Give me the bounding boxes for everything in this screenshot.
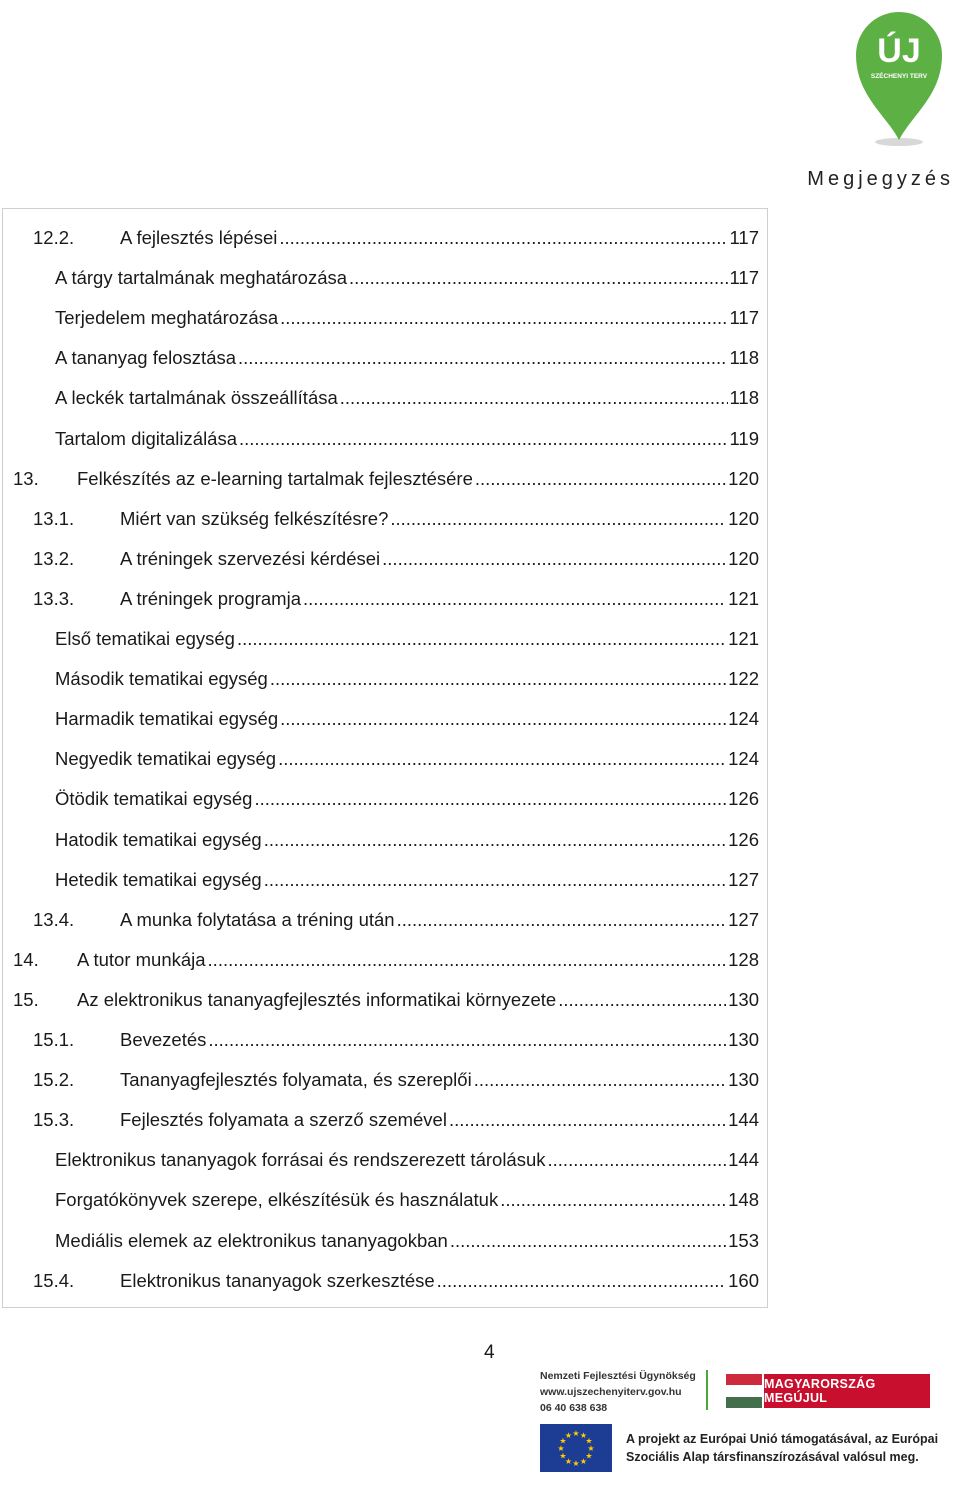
- toc-entry[interactable]: [55, 345, 759, 371]
- toc-entry-title: Hetedik tematikai egység: [55, 868, 262, 890]
- toc-entry-number: 14.: [13, 948, 39, 970]
- table-of-contents: [2, 208, 768, 1308]
- toc-entry-title: Második tematikai egység: [55, 668, 268, 690]
- toc-entry[interactable]: [55, 867, 759, 893]
- toc-entry-page: 124: [728, 708, 759, 730]
- toc-entry-title: Hatodik tematikai egység: [55, 828, 262, 850]
- toc-entry-title: Mediális elemek az elektronikus tananyagokban: [55, 1229, 448, 1251]
- toc-entry-number: 13.4.: [33, 908, 75, 930]
- toc-entry-page: 118: [729, 347, 759, 369]
- toc-dot-leader: [449, 1107, 726, 1133]
- toc-entry-title: Fejlesztés folyamata a szerző szemével: [120, 1109, 447, 1131]
- eu-flag-icon: [540, 1424, 612, 1472]
- eu-star-icon: ★: [579, 1456, 588, 1466]
- toc-dot-leader: [397, 907, 727, 933]
- toc-entry[interactable]: [55, 706, 759, 732]
- eu-star-icon: ★: [572, 1429, 580, 1438]
- toc-entry-title: Elektronikus tananyagok szerkesztése: [120, 1269, 435, 1291]
- toc-dot-leader: [474, 1067, 726, 1093]
- toc-entry-number: 13.2.: [33, 547, 75, 569]
- toc-dot-leader: [270, 666, 726, 692]
- toc-entry-page: 117: [729, 227, 759, 248]
- eu-statement-line-2: Szociális Alap társfinanszírozásával valósul meg.: [626, 1450, 919, 1464]
- toc-entry-title: Bevezetés: [120, 1029, 207, 1050]
- eu-star-icon: ★: [559, 1436, 567, 1446]
- toc-entry-title: A munka folytatása a tréning után: [120, 908, 395, 930]
- toc-entry-page: 126: [728, 828, 759, 850]
- toc-entry[interactable]: [33, 506, 759, 532]
- eu-statement-line-1: A projekt az Európai Unió támogatásával, az Európai: [626, 1432, 939, 1446]
- toc-entry-title: Miért van szükség felkészítésre?: [120, 507, 389, 529]
- toc-entry-page: 128: [728, 948, 759, 970]
- toc-entry-page: 120: [728, 547, 759, 569]
- toc-dot-leader: [279, 225, 727, 251]
- toc-entry[interactable]: [13, 947, 759, 973]
- toc-entry-title: Harmadik tematikai egység: [55, 708, 279, 730]
- hungarian-flag-icon: [726, 1374, 762, 1408]
- toc-entry-page: 121: [728, 587, 759, 609]
- toc-entry-page: 120: [728, 467, 759, 489]
- toc-entry-number: 13.: [13, 467, 39, 489]
- toc-entry[interactable]: [55, 305, 759, 331]
- eu-star-icon: ★: [557, 1444, 565, 1453]
- toc-entry-title: Tananyagfejlesztés folyamata, és szereplői: [120, 1069, 472, 1091]
- toc-entry-number: 15.3.: [33, 1109, 75, 1131]
- toc-entry[interactable]: [55, 1147, 759, 1173]
- toc-entry[interactable]: [55, 1187, 759, 1213]
- toc-entry-title: Felkészítés az e-learning tartalmak fejlesztésére: [77, 467, 473, 489]
- toc-entry-title: A tréningek programja: [120, 587, 301, 609]
- toc-entry-page: 148: [728, 1189, 759, 1211]
- toc-entry-page: 130: [728, 1029, 759, 1050]
- toc-dot-leader: [349, 265, 727, 291]
- toc-dot-leader: [475, 466, 726, 492]
- toc-entry-page: 117: [729, 267, 759, 289]
- eu-star-icon: ★: [579, 1431, 588, 1441]
- toc-dot-leader: [238, 345, 727, 371]
- toc-entry-page: 130: [728, 988, 759, 1010]
- toc-entry[interactable]: [33, 1268, 759, 1294]
- toc-entry[interactable]: [55, 626, 759, 652]
- toc-entry-number: 15.4.: [33, 1269, 75, 1291]
- toc-entry[interactable]: [33, 1107, 759, 1133]
- toc-entry-title: Forgatókönyvek szerepe, elkészítésük és használatuk: [55, 1189, 499, 1211]
- toc-entry-number: 15.1.: [33, 1029, 75, 1050]
- page-number: 4: [484, 1342, 495, 1363]
- toc-entry[interactable]: [55, 666, 759, 692]
- eu-star-icon: ★: [585, 1451, 593, 1461]
- toc-entry-page: 124: [728, 748, 759, 770]
- toc-entry[interactable]: [13, 987, 759, 1013]
- toc-entry-page: 127: [728, 908, 759, 930]
- agency-url: www.ujszechenyiterv.gov.hu: [540, 1386, 682, 1398]
- toc-entry[interactable]: [33, 1027, 759, 1053]
- magyarorszag-megujul-banner: MAGYARORSZÁG MEGÚJUL: [764, 1374, 930, 1408]
- toc-dot-leader: [280, 706, 726, 732]
- toc-entry[interactable]: [33, 586, 759, 612]
- toc-entry-title: Ötödik tematikai egység: [55, 788, 253, 810]
- toc-entry-page: 121: [728, 628, 759, 649]
- toc-dot-leader: [382, 546, 726, 572]
- toc-entry-page: 144: [728, 1149, 759, 1171]
- toc-dot-leader: [264, 867, 726, 893]
- eu-star-icon: ★: [564, 1456, 573, 1466]
- eu-star-icon: ★: [587, 1444, 595, 1453]
- margin-note-heading: Megjegyzés: [807, 168, 954, 190]
- eu-support-statement: [626, 1430, 938, 1466]
- toc-entry-title: Tartalom digitalizálása: [55, 427, 238, 449]
- toc-entry-page: 126: [728, 788, 759, 810]
- toc-entry-page: 153: [728, 1229, 759, 1251]
- agency-name: Nemzeti Fejlesztési Ügynökség: [540, 1370, 696, 1382]
- toc-entry-title: A tréningek szervezési kérdései: [120, 547, 381, 569]
- toc-dot-leader: [208, 947, 727, 973]
- toc-entry-number: 13.3.: [33, 587, 75, 609]
- toc-entry[interactable]: [33, 907, 759, 933]
- toc-entry-page: 119: [729, 427, 759, 449]
- toc-dot-leader: [208, 1027, 726, 1053]
- toc-entry[interactable]: [55, 265, 759, 291]
- toc-dot-leader: [237, 626, 726, 652]
- toc-dot-leader: [558, 987, 726, 1013]
- agency-info: [540, 1368, 696, 1416]
- toc-entry-title: Negyedik tematikai egység: [55, 748, 277, 770]
- toc-entry-page: 160: [728, 1269, 759, 1291]
- toc-entry-page: 130: [728, 1069, 759, 1091]
- logo-sub-text: SZÉCHENYI TERV: [870, 73, 928, 80]
- toc-entry-page: 127: [728, 868, 759, 890]
- toc-dot-leader: [548, 1147, 727, 1173]
- toc-entry[interactable]: [55, 426, 759, 452]
- toc-dot-leader: [278, 746, 726, 772]
- toc-entry-number: 15.2.: [33, 1069, 75, 1091]
- eu-star-icon: ★: [559, 1451, 567, 1461]
- toc-dot-leader: [500, 1187, 726, 1213]
- toc-entry[interactable]: [13, 466, 759, 492]
- toc-entry-title: Elektronikus tananyagok forrásai és rendszerezett tárolásuk: [55, 1149, 546, 1171]
- toc-entry-title: A tananyag felosztása: [55, 347, 237, 369]
- toc-entry-number: 13.1.: [33, 507, 75, 529]
- toc-entry-number: 15.: [13, 988, 39, 1010]
- toc-dot-leader: [264, 827, 726, 853]
- toc-entry[interactable]: [55, 827, 759, 853]
- toc-entry-page: 118: [729, 387, 759, 409]
- toc-entry[interactable]: [33, 1067, 759, 1093]
- toc-dot-leader: [340, 385, 728, 411]
- toc-dot-leader: [254, 786, 726, 812]
- toc-entry[interactable]: [55, 1228, 759, 1254]
- toc-entry-page: 120: [728, 507, 759, 529]
- toc-entry-title: A leckék tartalmának összeállítása: [55, 387, 338, 409]
- toc-entry[interactable]: [55, 786, 759, 812]
- toc-dot-leader: [390, 506, 726, 532]
- logo-main-text: ÚJ: [877, 32, 921, 70]
- toc-entry-page: 144: [728, 1109, 759, 1131]
- toc-dot-leader: [303, 586, 726, 612]
- toc-entry-page: 122: [728, 668, 759, 690]
- toc-entry-title: Az elektronikus tananyagfejlesztés informatikai környezete: [77, 988, 557, 1010]
- toc-entry-page: 117: [729, 307, 759, 329]
- eu-star-icon: ★: [564, 1431, 573, 1441]
- toc-dot-leader: [280, 305, 727, 331]
- eu-star-icon: ★: [585, 1436, 593, 1446]
- toc-dot-leader: [450, 1228, 726, 1254]
- toc-entry-title: A tutor munkája: [77, 948, 206, 970]
- toc-entry-title: A fejlesztés lépései: [120, 227, 278, 248]
- eu-star-icon: ★: [572, 1459, 580, 1468]
- footer-divider: [706, 1370, 708, 1410]
- toc-entry[interactable]: [55, 746, 759, 772]
- uj-szechenyi-terv-logo: [844, 0, 954, 150]
- toc-dot-leader: [437, 1268, 726, 1294]
- toc-entry[interactable]: [33, 546, 759, 572]
- toc-entry-title: Terjedelem meghatározása: [55, 307, 279, 329]
- agency-phone: 06 40 638 638: [540, 1402, 608, 1414]
- toc-entry-title: Első tematikai egység: [55, 628, 235, 649]
- toc-entry-number: 12.2.: [33, 227, 75, 248]
- toc-entry[interactable]: [33, 225, 759, 251]
- toc-entry[interactable]: [55, 385, 759, 411]
- toc-dot-leader: [239, 426, 727, 452]
- toc-entry-title: A tárgy tartalmának meghatározása: [55, 267, 348, 289]
